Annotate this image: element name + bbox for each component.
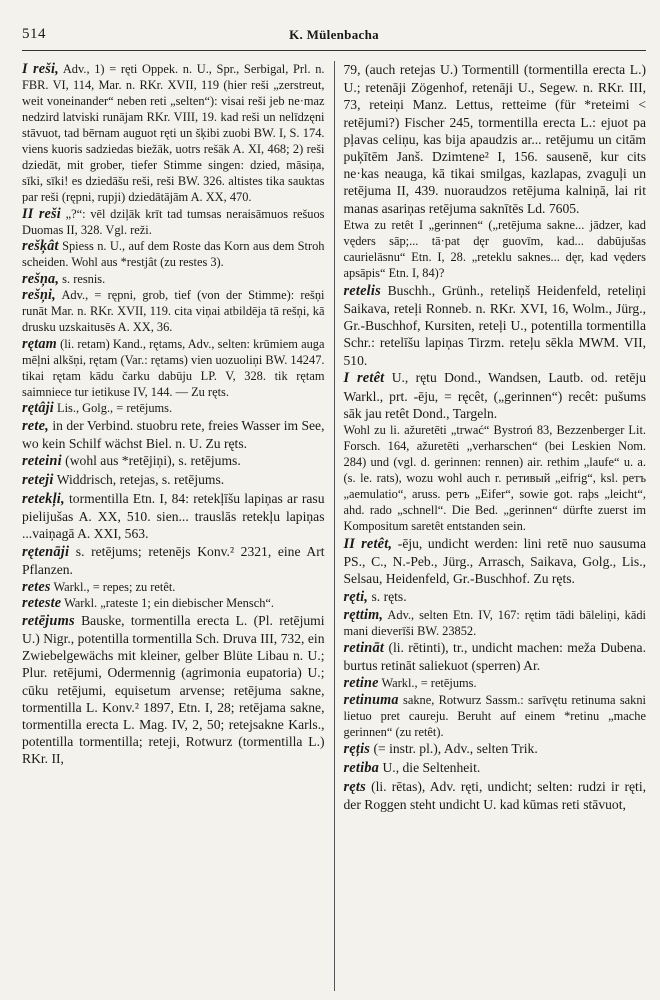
entry-headword: I reši, bbox=[22, 61, 59, 77]
entry-text: in der Verbind. stuobru rete, freies Wasser im See, wo kein Schilf wächst Biel. n. U. Zu ręts. bbox=[22, 417, 325, 451]
entry-headword: rešņa, bbox=[22, 270, 60, 287]
dictionary-entry bbox=[344, 217, 647, 281]
entry-headword: reteste bbox=[22, 595, 62, 612]
dictionary-entry bbox=[344, 675, 647, 691]
entry-text: (= instr. pl.), Adv., selten Trik. bbox=[370, 741, 538, 757]
entry-headword: rešņi, bbox=[22, 287, 56, 303]
right-column bbox=[335, 61, 647, 991]
entry-headword: I retêt bbox=[343, 370, 385, 387]
entry-text: Warkl., = repes; zu retêt. bbox=[50, 579, 176, 594]
entry-text: sakne, Rotwurz Sassm.: sarīvętu retinuma sakni lietuo pret caureju. Beruht auf einem *retinu „mache gerinnen“ (zu retêt). bbox=[343, 692, 646, 739]
dictionary-entry bbox=[344, 639, 647, 674]
text-columns bbox=[22, 61, 646, 991]
dictionary-entry bbox=[344, 588, 647, 606]
entry-text: (wohl aus *retējiņi), s. retējums. bbox=[61, 453, 241, 469]
entry-headword: retināt bbox=[343, 640, 385, 657]
entry-headword: retekļi, bbox=[22, 490, 65, 507]
entry-headword: rete, bbox=[22, 417, 49, 434]
dictionary-entry bbox=[344, 535, 647, 588]
entry-text: Widdrisch, retejas, s. retējums. bbox=[53, 472, 225, 488]
entry-text: U., die Seltenheit. bbox=[379, 759, 481, 775]
entry-text: s. retējums; retenējs Konv.² 2321, eine Art Pflanzen. bbox=[22, 543, 325, 578]
dictionary-entry bbox=[344, 61, 647, 217]
entry-headword: ręțis bbox=[343, 741, 371, 758]
entry-text: Lis., Golg., = retējums. bbox=[53, 401, 173, 415]
entry-text: Warkl., = retējums. bbox=[378, 676, 477, 691]
entry-headword: retes bbox=[22, 578, 51, 595]
running-head: K. Mülenbacha bbox=[289, 27, 379, 42]
entry-headword: rętâji bbox=[22, 400, 54, 416]
entry-text: (li. rētinti), tr., undicht machen: meža Dubena. burtus retināt saliekuot (sperren) Ar. bbox=[343, 640, 646, 674]
entry-text: „?“: vēl dziļāk krīt tad tumsas neraisāmuos rešuos Duomas II, 328. Vgl. reži. bbox=[22, 206, 325, 237]
dictionary-entry bbox=[344, 607, 647, 639]
entry-headword: ręttim, bbox=[343, 606, 384, 623]
dictionary-entry bbox=[344, 778, 647, 813]
dictionary-entry bbox=[22, 612, 325, 768]
entry-headword: retiba bbox=[343, 759, 380, 776]
entry-text: Adv., selten Etn. IV, 167: rętim tādi bāleliņi, kādi mani dieverīši BW. 23852. bbox=[343, 607, 646, 638]
dictionary-entry bbox=[22, 579, 325, 595]
dictionary-entry bbox=[344, 759, 647, 777]
entry-text: tormentilla Etn. I, 84: retekļīšu lapiņas ar rasu pielijušas A. XX, 510. sien... trauslās retekļu lapiņas ...vaiņagā A. XXI, 563. bbox=[22, 490, 325, 542]
dictionary-entry bbox=[344, 740, 647, 758]
entry-headword: rešķât bbox=[22, 238, 59, 254]
dictionary-entry bbox=[22, 61, 325, 205]
entry-text: 79, (auch retejas U.) Tormentill (tormentilla erecta L.) U.; retenāji Zögenhof, retenāji U., Segew. n. RKr. III, 73, reteiņi Manz. Lettus, retteime (für *reteimi < retējumi?) Fischer 245, tormentilla erecta L.: ejuot pa pļavas celiņu, kas bija apaudzis ar... retējumu un citām puķītēm Janš. Dzimtene² I, 156. sausenē, kur cits ne·kas neauga, kā tikai smilgas, kazlapas, zvaguļi un retējuma II, 439. nuoraudzos retējuma kalniņā, lai rit manas asariņas retējuma saknītēs Ld. 7605. bbox=[343, 62, 646, 216]
dictionary-entry bbox=[22, 400, 325, 416]
entry-headword: II reši bbox=[22, 205, 61, 222]
dictionary-entry bbox=[344, 422, 647, 534]
entry-headword: II retêt, bbox=[343, 535, 393, 552]
entry-text: Buschh., Grünh., reteliņš Heidenfeld, reteliņi Saikava, reteļi Ronneb. n. RKr. XVI, 16, Wolm., Jürg., Gr.-Buschhof, Kursiten, reteļi U., potentilla tormentilla Schr.: retelīšu lapiņas Tirzm. reteļu sēkla MWM. VII, 510. bbox=[343, 282, 646, 368]
page-number: 514 bbox=[22, 26, 46, 42]
entry-text: Etwa zu retêt I „gerinnen“ („retējuma sakne... jādzer, kad vęders sāp;... tā·pat dęr guovīm, kad... dabūjušas caurielāsnu“ Etn. I, 28. „reteklu saknes... dęr, kad vęders apsāpis“ Etn. I, 84)? bbox=[343, 218, 646, 281]
entry-text: -ēju, undicht werden: lini retē nuo sausuma PS., C., N.-Peb., Jürg., Arrasch, Saikava, Golg., Lis., Selsau, Heidenfeld, Gr.-Buschhof. Zu ręts. bbox=[343, 535, 646, 587]
dictionary-entry bbox=[22, 287, 325, 335]
entry-text: Warkl. „rateste 1; ein diebischer Mensch“. bbox=[61, 596, 274, 611]
entry-text: Bauske, tormentilla erecta L. (Pl. retējumi U.) Nigr., potentilla tormentilla Sch. Druva III, 732, ein Zwiebelgewächs mit kleiner, gelber Blüte Libau n. U.; Plur. retējumi, Odermennig (agrimonia eupatoria) U.; cūku retējumi, equisetum arvense; retējuma sakne, tormentilla L. Konv.² 1897, Etn. I, 28; retējama sakne, tormentilla erecta L. Mag. IV, 2, 50; retejsakne Karls., potentilla tormentilla; reteji, Rotwurz (tormentilla L.) RKr. II, bbox=[22, 612, 325, 767]
entry-headword: retelis bbox=[343, 282, 381, 299]
page-header bbox=[22, 26, 646, 51]
dictionary-entry bbox=[22, 271, 325, 287]
entry-headword: ręti, bbox=[343, 589, 369, 606]
entry-text: s. resnis. bbox=[59, 271, 106, 286]
dictionary-entry bbox=[22, 336, 325, 400]
dictionary-entry bbox=[22, 417, 325, 452]
entry-text: (li. rētas), Adv. ręti, undicht; selten: rudzi ir ręti, der Roggen steht undicht U. kad kūmas reti stāvuot, bbox=[343, 778, 646, 812]
dictionary-entry bbox=[22, 543, 325, 578]
dictionary-entry bbox=[344, 692, 647, 740]
dictionary-entry bbox=[22, 452, 325, 470]
entry-headword: reteini bbox=[22, 453, 62, 470]
entry-headword: ręts bbox=[343, 778, 366, 795]
entry-text: s. ręts. bbox=[368, 589, 407, 605]
entry-text: (li. retam) Kand., rętams, Adv., selten: krūmiem auga mēļni alkšņi, rętam (Var.: rętams) vien uozuoliņi BW. 14247. tikai rętam kādu čarku dabūju LP. V, 328. tik rętam saimniece tur ietikuse IV, 144. — Zu ręts. bbox=[22, 336, 325, 399]
dictionary-entry bbox=[22, 238, 325, 270]
dictionary-entry bbox=[22, 206, 325, 238]
dictionary-entry bbox=[344, 369, 647, 422]
entry-headword: retējums bbox=[22, 612, 75, 629]
dictionary-entry bbox=[22, 595, 325, 611]
dictionary-entry bbox=[22, 490, 325, 543]
entry-headword: rętam bbox=[22, 335, 57, 352]
entry-text: Adv., = rępni, grob, tief (von der Stimme): rešņi runāt Mar. n. RKr. XVII, 119. cita viņai atbildēja tā rešņi, kā drusku uzskaitusēs A. XX, 36. bbox=[22, 288, 325, 334]
entry-headword: retinuma bbox=[343, 691, 399, 708]
entry-text: Spiess n. U., auf dem Roste das Korn aus dem Stroh scheiden. Wohl aus *restjât (zu restes 3). bbox=[22, 239, 325, 269]
entry-text: Wohl zu li. ažuretēti „trwać“ Bystroń 83, Bezzenberger Lit. Forsch. 164, ažuretēti „verharschen“ (bei Leskien Nom. 284) und (vgl. d. gerinnen: rennen) air. rethim „laufe“ u. a. (s. le. rats), wozu wohl auch r. ретивый „eifrig“, ksl. ретъ „aemulatio“, aruss. ретъ „Eifer“, sowie got. raþs „leicht“, ahd. rado „schnell“. Die Bed. „gerinnen“ dürfte zuerst im Kompositum saretêt entstanden sein. bbox=[343, 423, 646, 534]
entry-headword: reteji bbox=[22, 472, 54, 489]
dictionary-entry bbox=[344, 282, 647, 369]
entry-text: U., rętu Dond., Wandsen, Lautb. od. retēju Warkl., prt. -ēju, = ręcêt, („gerinnen“) recêt: pušums sāk jau retêt Dond., Targeln. bbox=[343, 370, 646, 421]
entry-headword: retine bbox=[343, 675, 379, 692]
entry-text: Adv., 1) = ręti Oppek. n. U., Spr., Serbigal, Prl. n. FBR. VI, 114, Mar. n. RKr. XVII, 119 (hier reši „zerstreut, weit voneinander“ neben reti „selten“): visai reši jeb ne·maz nedzird latviski runājam RKr. VIII, 19. kad reši un nelīdzęni stāvuot, tad bērnam auguot ręti un šķibi zuobi BW. I, S. 174. viens kuoris sadziedas biežāk, uotrs rešāk A. XI, 468; 2) reši dziedāt, mit grober, tiefer Stimme singen: dzied, māsiņa, sīki, sīki! es dziedāšu reši, reši BW. 326. altistes tika sauktas par reši (rępni, rupji) dziedātājām A. XX, 470. bbox=[22, 62, 325, 204]
dictionary-entry bbox=[22, 471, 325, 489]
left-column bbox=[22, 61, 334, 991]
entry-headword: rętenāji bbox=[22, 543, 70, 560]
